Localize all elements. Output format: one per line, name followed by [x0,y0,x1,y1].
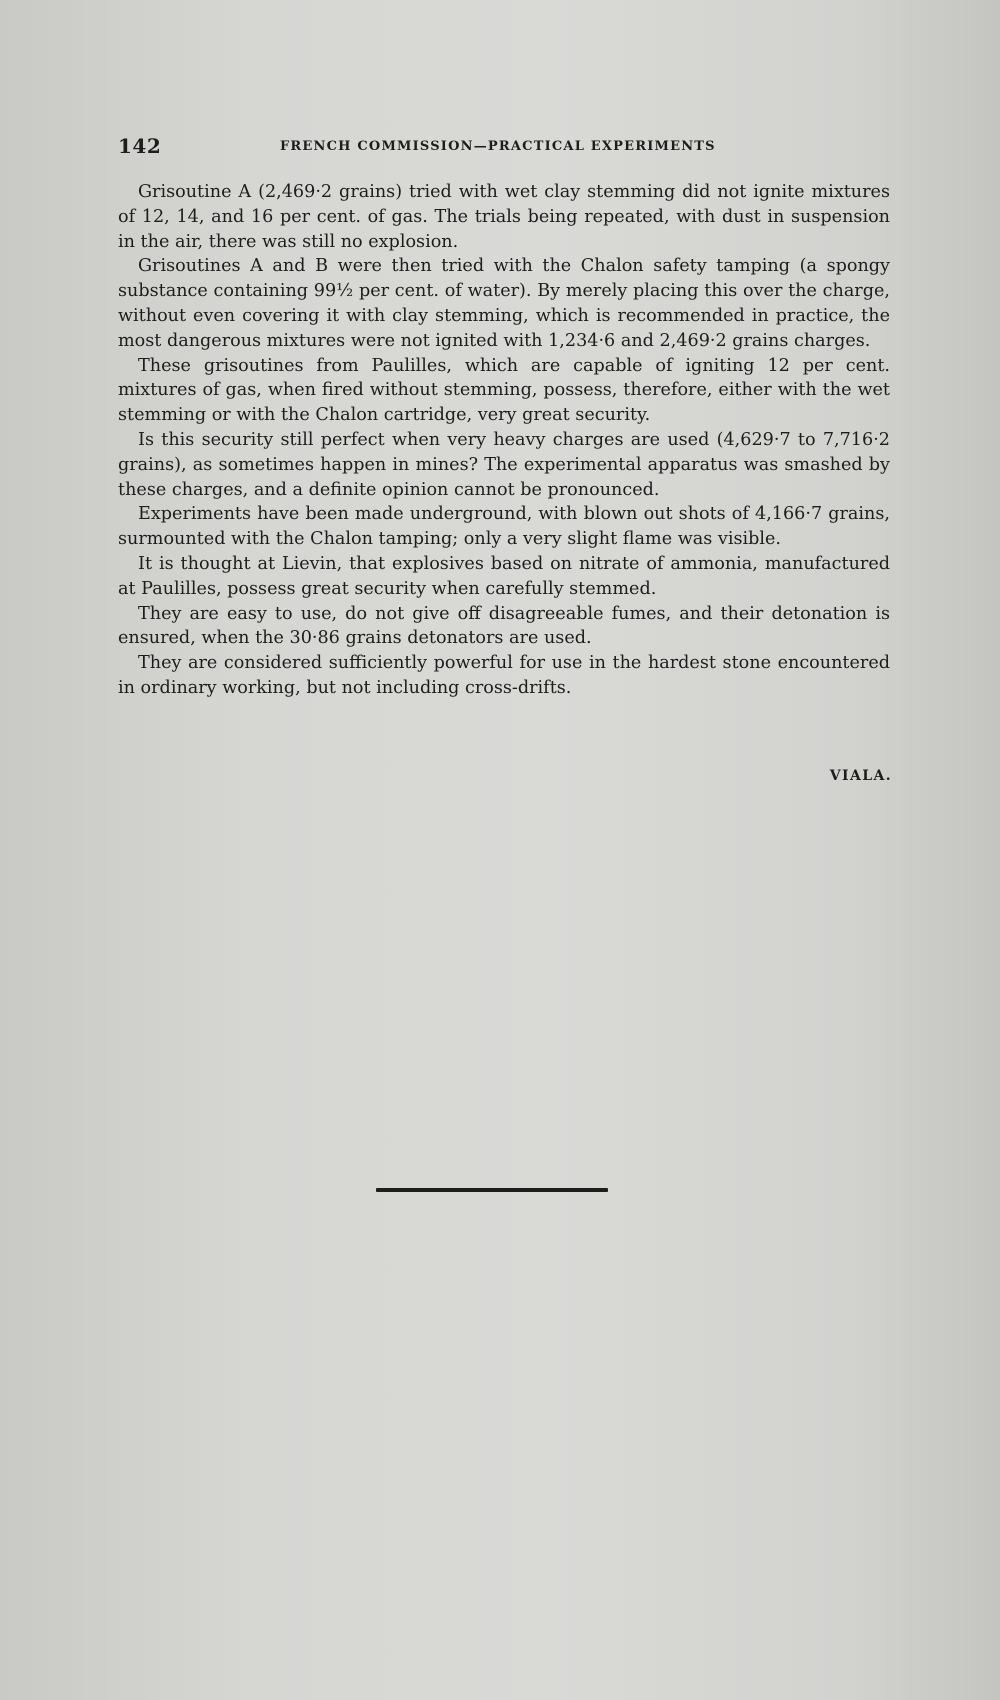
paragraph-5: Experiments have been made underground, with blown out shots of 4,166·7 grains, surmounted with the Chalon tamping; only a very slight flame was visible. [118,504,890,550]
running-head: FRENCH COMMISSION—PRACTICAL EXPERIMENTS [280,139,716,154]
paragraph-1: Grisoutine A (2,469·2 grains) tried with wet clay stemming did not ignite mixtures of 12, 14, and 16 per cent. of gas. The trials being repeated, with dust in suspension in the air, there was still no explosion. [118,182,890,252]
paragraph-3: These grisoutines from Paulilles, which are capable of igniting 12 per cent. mixtures of gas, when fired without stemming, possess, therefore, either with the wet stemming or with the Chalon cartridge, very great security. [118,355,890,426]
page-header [118,134,878,160]
paragraph-7: They are easy to use, do not give off disagreeable fumes, and their detonation is ensured, when the 30·86 grains detonators are used. [118,603,890,649]
paragraph-2: Grisoutines A and B were then tried with the Chalon safety tamping (a spongy substance containing 99½ per cent. of water). By merely placing this over the charge, without even covering it with clay stemming, which is recommended in practice, the most dangerous mixtures were not ignited with 1,234·6 and 2,469·2 grains charges. [118,256,890,351]
body-text [118,180,890,701]
paragraph-6: It is thought at Lievin, that explosives based on nitrate of ammonia, manufactured at Paulilles, possess great security when carefully stemmed. [118,553,890,599]
paragraph-8: They are considered sufficiently powerful for use in the hardest stone encountered in ordinary working, but not including cross-drifts. [118,653,890,698]
paragraph-4: Is this security still perfect when very heavy charges are used (4,629·7 to 7,716·2 grains), as sometimes happen in mines? The experimental apparatus was smashed by these charges, and a definite opinion cannot be pronounced. [118,429,890,500]
signature: VIALA. [829,768,892,784]
page-number: 142 [118,134,162,158]
section-divider-rule [376,1188,608,1192]
